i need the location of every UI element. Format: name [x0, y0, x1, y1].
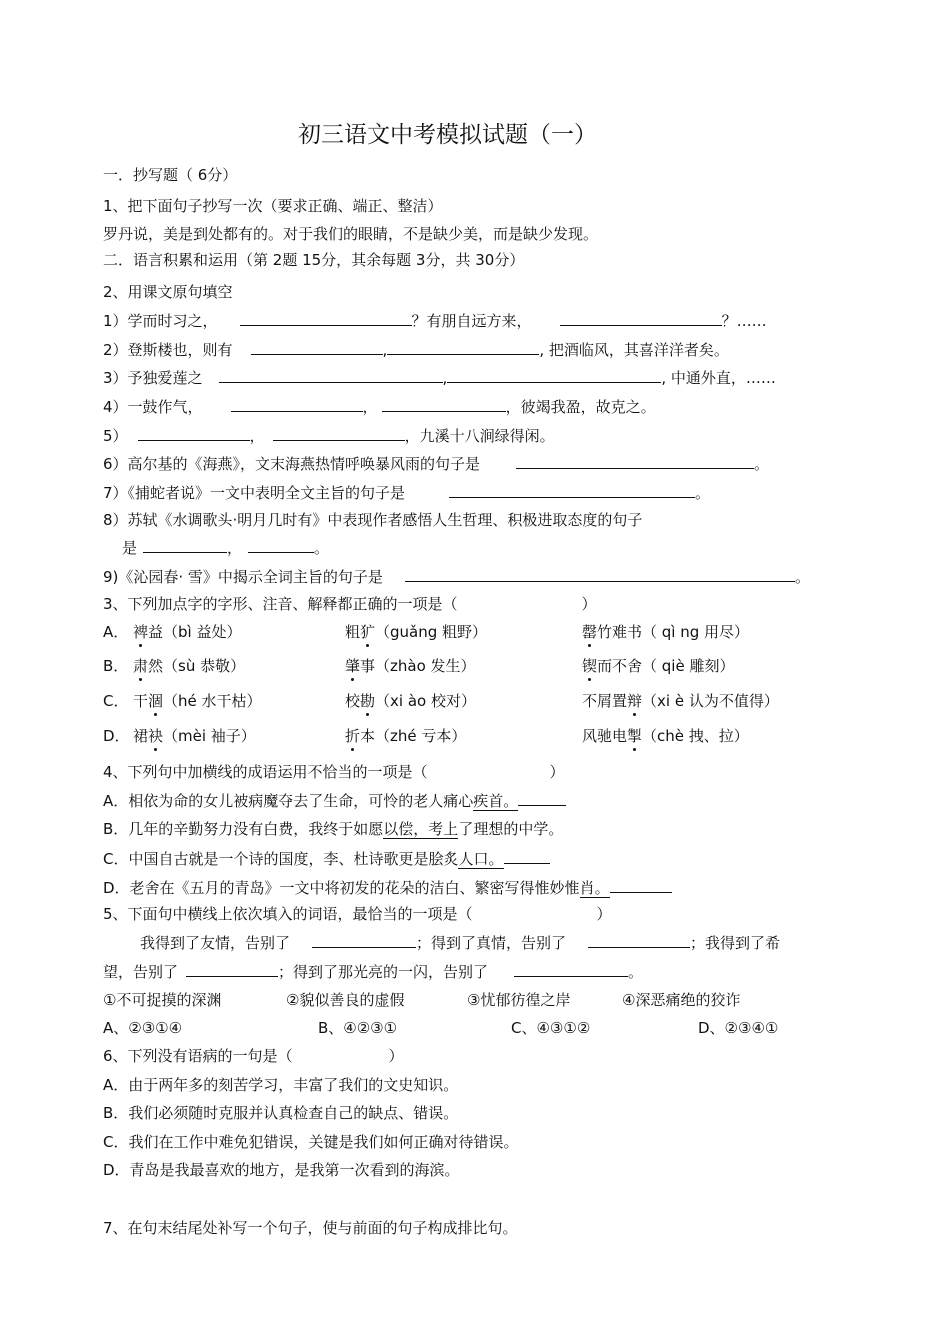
fill-text: ，	[249, 427, 265, 445]
option-item	[582, 726, 749, 746]
answer-blank[interactable]	[186, 961, 278, 977]
fill-text: ，	[227, 539, 243, 557]
fill-row-5	[103, 425, 555, 446]
item-text: 竹难书（ qì ng 用尽）	[597, 623, 750, 641]
question-7: 7、在句末结尾处补写一个句子，使与前面的句子构成排比句。	[103, 1219, 518, 1237]
option-c	[103, 848, 550, 869]
answer-blank[interactable]	[449, 482, 695, 498]
fill-text: , 把酒临风，其喜洋洋者矣。	[539, 341, 729, 359]
fill-row-3	[103, 367, 776, 388]
question-2: 2、用课文原句填空	[103, 283, 233, 301]
sentence-text: 望，告别了	[103, 963, 179, 981]
dotted-character: 掣	[627, 727, 643, 745]
fill-row-2	[103, 339, 729, 360]
item-text: （guǎng 粗野）	[375, 623, 488, 641]
item-text: 粗	[345, 623, 361, 641]
answer-blank[interactable]	[516, 453, 754, 469]
fill-row-7	[103, 482, 710, 503]
answer-blank[interactable]	[143, 537, 227, 553]
question-close: ）	[549, 763, 565, 781]
option-a: A．由于两年多的刻苦学习，丰富了我们的文史知识。	[103, 1076, 459, 1094]
question-4	[103, 762, 565, 782]
option-a	[103, 790, 566, 811]
fill-text: 3）予独爱莲之	[103, 369, 203, 387]
item-text: （xi ào 校对）	[375, 692, 476, 710]
answer-blank[interactable]	[273, 425, 405, 441]
question-5-line-2	[103, 961, 643, 982]
fill-row-8-cont	[122, 537, 329, 558]
option-item	[345, 622, 487, 642]
item-text: 干	[133, 692, 149, 710]
dotted-character: 裨	[133, 623, 149, 641]
question-stem: 6、下列没有语病的一句是（	[103, 1047, 293, 1065]
word-item-2: ②貌似善良的虚假	[286, 991, 405, 1009]
item-text: （chè 拽、拉）	[642, 727, 749, 745]
item-text: （hé 水干枯）	[163, 692, 262, 710]
fill-text: ？……	[721, 312, 767, 330]
dotted-character: 辩	[627, 692, 643, 710]
answer-blank[interactable]	[251, 339, 383, 355]
question-1: 1、把下面句子抄写一次（要求正确、端正、整洁）	[103, 197, 443, 215]
answer-blank[interactable]	[382, 396, 506, 412]
section-1-heading: 一．抄写题（ 6分）	[103, 166, 238, 184]
fill-text: , 中通外直，……	[661, 369, 776, 387]
answer-blank[interactable]	[219, 367, 443, 383]
item-text: 益（bì 益处）	[148, 623, 242, 641]
question-stem: 3、下列加点字的字形、注音、解释都正确的一项是（	[103, 595, 458, 613]
fill-text: 7）《捕蛇者说》一文中表明全文主旨的句子是	[103, 484, 406, 502]
dotted-character: 肃	[133, 657, 149, 675]
answer-blank[interactable]	[560, 310, 722, 326]
item-text: 风驰电	[582, 727, 628, 745]
option-label: D．	[103, 727, 130, 745]
word-item-3: ③忧郁彷徨之岸	[467, 991, 571, 1009]
option-d: D．青岛是我最喜欢的地方，是我第一次看到的海滨。	[103, 1161, 460, 1179]
choice-c[interactable]: C、④③①②	[511, 1019, 591, 1037]
underline-tail	[518, 790, 566, 806]
option-label: C．	[103, 692, 129, 710]
fill-text: 9)《沁园春· 雪》中揭示全词主旨的句子是	[103, 568, 383, 586]
option-text: C．中国自古就是一个诗的国度，李、杜诗歌更是脍炙	[103, 850, 459, 868]
option-label: A．	[103, 623, 129, 641]
fill-text: 4）一鼓作气，	[103, 398, 203, 416]
fill-text: 5）	[103, 427, 128, 445]
option-item	[133, 726, 256, 746]
answer-blank[interactable]	[240, 310, 412, 326]
dotted-character: 袂	[148, 727, 164, 745]
item-text: 而不舍（ qiè 雕刻）	[597, 657, 735, 675]
fill-text: ？有朋自远方来，	[411, 312, 532, 330]
item-text: 裙	[133, 727, 149, 745]
option-b: B．我们必须随时克服并认真检查自己的缺点、错误。	[103, 1104, 459, 1122]
question-3	[103, 594, 597, 614]
sentence-text: ；得到了真情，告别了	[416, 934, 567, 952]
fill-text: 。	[695, 484, 711, 502]
underlined-idiom: 肖。	[579, 879, 610, 897]
item-text: （mèi 袖子）	[163, 727, 256, 745]
fill-text: 。	[754, 455, 770, 473]
choice-d[interactable]: D、②③④①	[698, 1019, 779, 1037]
option-item	[345, 656, 476, 676]
option-item	[582, 622, 749, 642]
answer-blank[interactable]	[447, 367, 661, 383]
answer-blank[interactable]	[405, 566, 795, 582]
fill-text: ,	[442, 369, 448, 387]
sentence-text: 我得到了友情，告别了	[140, 934, 291, 952]
sentence-text: ；我得到了希	[690, 934, 781, 952]
option-item	[345, 726, 466, 746]
fill-text: ，九溪十八涧绿得闲。	[404, 427, 555, 445]
option-item	[582, 691, 779, 711]
item-text: 本（zhé 亏本）	[360, 727, 467, 745]
underlined-idiom: 以偿，考上	[383, 820, 459, 838]
underlined-idiom: 疾首。	[473, 792, 519, 810]
dotted-character: 犷	[360, 623, 376, 641]
item-text: 不屑置	[582, 692, 628, 710]
dotted-character: 罄	[582, 623, 598, 641]
fill-row-6	[103, 453, 769, 474]
answer-blank[interactable]	[231, 396, 363, 412]
word-item-1: ①不可捉摸的深渊	[103, 991, 222, 1009]
choice-a[interactable]: A、②③①④	[103, 1019, 183, 1037]
question-6	[103, 1046, 404, 1066]
question-1-text: 罗丹说，美是到处都有的。对于我们的眼睛，不是缺少美，而是缺少发现。	[103, 225, 599, 243]
option-item	[345, 691, 476, 711]
option-text: 了理想的中学。	[458, 820, 564, 838]
fill-row-8: 8）苏轼《水调歌头·明月几时有》中表现作者感悟人生哲理、积极进取态度的句子	[103, 511, 643, 529]
dotted-character: 折	[345, 727, 361, 745]
sentence-text: 。	[628, 963, 644, 981]
fill-text: 1）学而时习之，	[103, 312, 218, 330]
option-text: B．几年的辛勤努力没有白费，我终于如愿	[103, 820, 384, 838]
question-5-line-1	[140, 932, 780, 953]
section-2-heading: 二．语言积累和运用（第 2题 15分，其余每题 3分，共 30分）	[103, 251, 525, 269]
question-stem: 5、下面句中横线上依次填入的词语，最恰当的一项是（	[103, 905, 473, 923]
fill-text: ,	[382, 341, 388, 359]
dotted-character: 涸	[148, 692, 164, 710]
underline-tail	[610, 877, 672, 893]
question-5	[103, 904, 612, 924]
question-close: ）	[581, 595, 597, 613]
answer-blank[interactable]	[138, 425, 250, 441]
dotted-character: 勘	[360, 692, 376, 710]
question-close: ）	[388, 1047, 404, 1065]
item-text: 校	[345, 692, 361, 710]
fill-text: 6）高尔基的《海燕》，文末海燕热情呼唤暴风雨的句子是	[103, 455, 481, 473]
underlined-idiom: 人口。	[458, 850, 504, 868]
fill-row-1	[103, 310, 767, 331]
option-item	[133, 622, 241, 642]
option-c: C．我们在工作中难免犯错误，关键是我们如何正确对待错误。	[103, 1133, 519, 1151]
option-d	[103, 877, 672, 898]
option-b	[103, 819, 563, 839]
page-title: 初三语文中考模拟试题（一）	[298, 122, 597, 148]
answer-blank[interactable]	[248, 537, 314, 553]
fill-text: 。	[794, 568, 810, 586]
word-item-4: ④深恶痛绝的狡诈	[622, 991, 741, 1009]
choice-b[interactable]: B、④②③①	[318, 1019, 398, 1037]
item-text: （xi è 认为不值得）	[642, 692, 779, 710]
fill-text: ，彼竭我盈，故克之。	[505, 398, 656, 416]
answer-blank[interactable]	[588, 932, 690, 948]
item-text: 事（zhào 发生）	[360, 657, 476, 675]
question-close: ）	[596, 905, 612, 923]
fill-row-4	[103, 396, 656, 417]
answer-blank[interactable]	[387, 339, 539, 355]
fill-text: 2）登斯楼也，则有	[103, 341, 233, 359]
fill-text: ，	[362, 398, 378, 416]
underline-tail	[504, 848, 550, 864]
option-label: B．	[103, 657, 129, 675]
option-item	[582, 656, 734, 676]
question-stem: 4、下列句中加横线的成语运用不恰当的一项是（	[103, 763, 428, 781]
dotted-character: 锲	[582, 657, 598, 675]
option-text: D．老舍在《五月的青岛》一文中将初发的花朵的洁白、繁密写得惟妙惟	[103, 879, 580, 897]
option-item	[133, 656, 245, 676]
option-item	[133, 691, 262, 711]
answer-blank[interactable]	[312, 932, 416, 948]
answer-blank[interactable]	[514, 961, 628, 977]
sentence-text: ；得到了那光亮的一闪，告别了	[278, 963, 489, 981]
option-text: A．相依为命的女儿被病魔夺去了生命，可怜的老人痛心	[103, 792, 474, 810]
item-text: 然（sù 恭敬）	[148, 657, 246, 675]
fill-text: 。	[314, 539, 330, 557]
fill-text: 是	[122, 539, 138, 557]
fill-row-9	[103, 566, 810, 587]
dotted-character: 肇	[345, 657, 361, 675]
